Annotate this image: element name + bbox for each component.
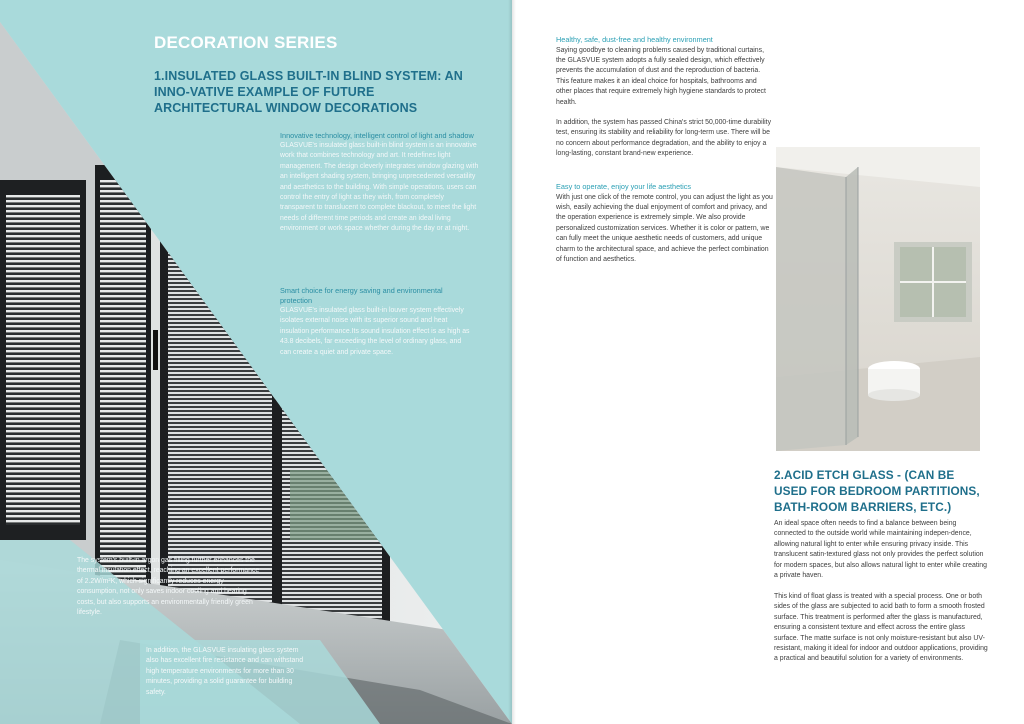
section2-heading: 2.ACID ETCH GLASS - (CAN BE USED FOR BEDROOM PARTITIONS, BATH-ROOM BARRIERS, ETC.) xyxy=(774,468,980,514)
series-title: DECORATION SERIES xyxy=(154,33,338,52)
text-block-innovative xyxy=(280,131,480,235)
block-subtitle: Easy to operate, enjoy your life aesthetics xyxy=(556,182,692,191)
section1-heading: 1.INSULATED GLASS BUILT-IN BLIND SYSTEM: AN INNO-VATIVE EXAMPLE OF FUTURE ARCHITECTURAL WINDOW DECORATIONS xyxy=(154,69,463,115)
right-page xyxy=(512,0,1024,724)
text-block-float-glass: This kind of float glass is treated with a special process. One or both sides of the glass are subjected to acid bath to form a smooth frosted surface. This treatment is performed after the glass is manufactured, ensuring a consistent texture and effect across the entire glass surface. The matte surface is not only moisture-resistant but also UV-resistant, making it ideal for indoor and outdoor applications, providing a practical and beautiful solution for a variety of environments. xyxy=(774,593,988,663)
block-subtitle: Smart choice for energy saving and environmental protection xyxy=(280,286,443,305)
block-body: GLASVUE's insulated glass built-in louver system effectively isolates external noise with its superior sound and heat insulation performance.Its sound insulation effect is as high as 43.8 decibels, far exceeding the level of ordinary glass, and can create a quiet and private space. xyxy=(280,307,470,356)
block-subtitle: Innovative technology, intelligent control of light and shadow xyxy=(280,131,474,140)
text-block-fire: In addition, the GLASVUE insulating glass system also has excellent fire resistance and can withstand high temperature environments for more than 30 minutes, providing a solid guarantee for building safety. xyxy=(146,647,304,696)
block-body: Saying goodbye to cleaning problems caused by traditional curtains, the GLASVUE system adopts a fully sealed design, which effectively prevents the accumulation of dust and the reproduction of bacteria. This feature makes it an ideal choice for hospitals, bathrooms and other places that require extremely high hygiene standards to protect health. xyxy=(556,46,766,106)
text-block-durability: In addition, the system has passed China's strict 50,000-time durability test, ensuring its stability and reliability for long-term use. There will be no concern about performance degradation, and the ability to enjoy a long-lasting, constant brand-new experience. xyxy=(556,119,772,158)
text-block-healthy xyxy=(556,35,774,108)
block-body: GLASVUE's insulated glass built-in blind system is an innovative work that combines technology and art. It redefines light management. The design cleverly integrates window glazing with an intelligent shading system, bringing unprecedented versatility and aesthetics to the building. With simple operations, users can control the entry of light as they wish, from completely transparent to translucent to complete blackout, to meet the light needs of different time periods and create an ideal living environment or work space whether during the day or at night. xyxy=(280,142,479,233)
block-body: With just one click of the remote control, you can adjust the light as you wish, easily achieving the dual enjoyment of comfort and privacy, and the operation experience is extremely simple. We also provide personalized customization services. Whether it is color or pattern, we can fully meet the unique aesthetic needs of customers, add unique charm to the architectural space, and achieve the perfect combination of function and aesthetics. xyxy=(556,193,773,263)
text-block-energy xyxy=(280,286,470,358)
page-gutter xyxy=(508,0,516,724)
text-block-balance: An ideal space often needs to find a balance between being connected to the outside world while maintaining indepen-dence, allowing natural light to enter while ensuring privacy inside. This translucent satin-textured glass not only provides the perfect solution for modern spaces, but also allows natural light to enter while creating a private haven. xyxy=(774,520,987,580)
block-subtitle: Healthy, safe, dust-free and healthy environment xyxy=(556,35,713,44)
text-block-easy-operate xyxy=(556,182,774,265)
text-block-argon: The system's built-in argon gas filling further enhances the thermal insulation effect, reaching an excellent performance of 2.2W/m²K, which significantly reduces energy consumption, not only saves indoor cooling and heating costs, but also supports an environmentally friendly green lifestyle. xyxy=(77,557,260,617)
bathroom-glass-photo xyxy=(776,147,980,451)
